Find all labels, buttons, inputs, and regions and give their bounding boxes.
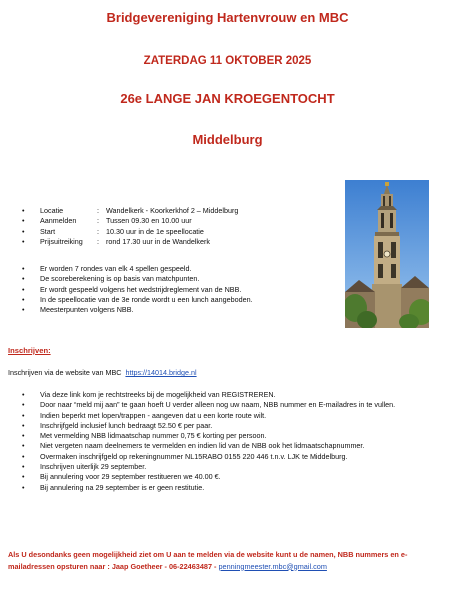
event-info-list [22, 206, 238, 247]
list-item: • Bij annulering na 29 september is er geen restitutie. [22, 482, 205, 492]
list-item: • Meesterpunten volgens NBB. [22, 305, 134, 315]
info-item-start: • Start : 10.30 uur in de 1e speellocatie [22, 226, 204, 236]
signup-line [8, 368, 197, 377]
list-item: • Er worden 7 rondes van elk 4 spellen gespeeld. [22, 264, 192, 273]
list-item: • Bij annulering voor 29 september restitueren we 40.00 €. [22, 472, 221, 482]
list-item: • Niet vergeten naam deelnemers te vermelden en indien lid van de NBB ook het lidmaatschapnummer. [22, 441, 365, 451]
event-title: 26e LANGE JAN KROEGENTOCHT [120, 91, 335, 106]
list-item: • Inschrijfgeld inclusief lunch bedraagt 52.50 € per paar. [22, 420, 213, 430]
list-item: • Door naar “meld mij aan” te gaan hoeft U verder alleen nog uw naam, NBB nummer en E-mailadres in te vullen. [22, 400, 396, 410]
list-item: • Inschrijven uiterlijk 29 september. [22, 462, 147, 472]
church-tower-photo [345, 180, 429, 328]
list-item: • Via deze link kom je rechtstreeks bij de mogelijkheid van REGISTREREN. [22, 390, 276, 399]
footer-email-link[interactable]: penningmeester.mbc@gmail.com [218, 561, 327, 571]
signup-link[interactable]: https://14014.bridge.nl [125, 368, 197, 377]
event-date: ZATERDAG 11 OKTOBER 2025 [143, 55, 312, 67]
list-item: • In de speellocatie van de 3e ronde wordt u een lunch aangeboden. [22, 294, 253, 304]
info-item-locatie: • Locatie : Wandelkerk - Koorkerkhof 2 – Middelburg [22, 206, 239, 215]
footer-note [8, 549, 448, 572]
footer-text: Als U desondanks geen mogelijkheid ziet om U aan te melden via de website kunt u de namen, NBB nummers en e-mailadressen opsturen naar : Jaap Goetheer - 06-22463487 - [8, 550, 408, 571]
details-list [22, 390, 422, 493]
info-item-prijsuitreiking: • Prijsuitreiking : rond 17.30 uur in de Wandelkerk [22, 236, 211, 246]
signup-heading: Inschrijven: [8, 346, 51, 355]
list-item: • Er wordt gespeeld volgens het wedstrijdreglement van de NBB. [22, 284, 242, 294]
list-item: • Indien beperkt met lopen/trappen - aangeven dat u een korte route wilt. [22, 410, 267, 420]
list-item: • De scoreberekening is op basis van matchpunten. [22, 274, 200, 284]
info-item-aanmelden: • Aanmelden : Tussen 09.30 en 10.00 uur [22, 216, 192, 226]
signup-text: Inschrijven via de website van MBC [8, 368, 122, 377]
list-item: • Met vermelding NBB lidmaatschap nummer 0,75 € korting per persoon. [22, 431, 267, 441]
event-city: Middelburg [192, 132, 263, 147]
rules-list [22, 264, 342, 315]
club-title: Bridgevereniging Hartenvrouw en MBC [106, 10, 349, 25]
list-item: • Overmaken inschrijfgeld op rekeningnummer NL15RABO 0155 220 446 t.n.v. LJK te Middelburg. [22, 451, 348, 461]
